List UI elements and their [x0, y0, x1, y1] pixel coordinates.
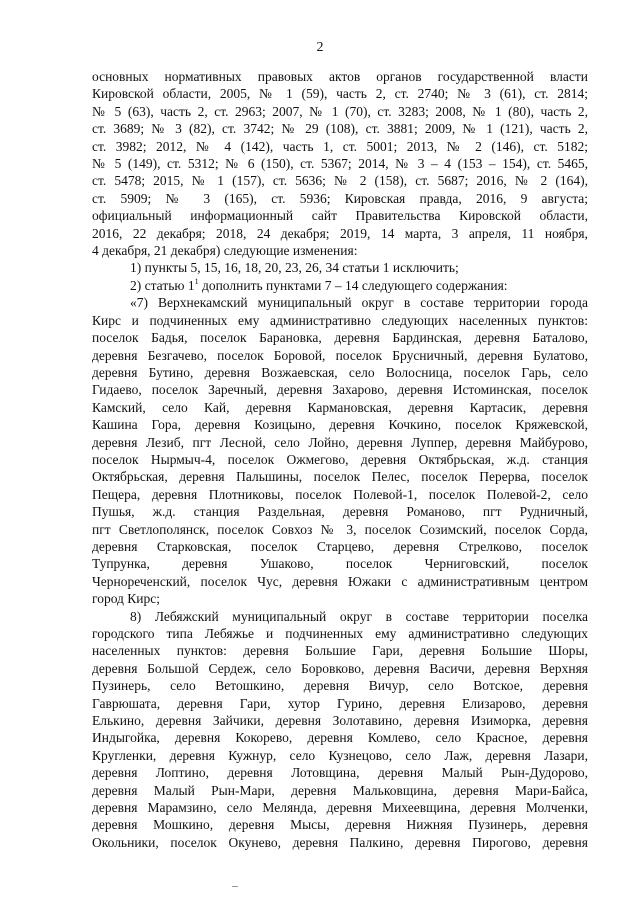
text-line: [92, 590, 588, 607]
text-line-content: деревня Лоптино, деревня Лотовщина, деревня Малый Рын-Дудорово,: [92, 765, 588, 781]
text-line: [92, 329, 588, 346]
text-line: [92, 399, 588, 416]
text-line: [92, 816, 588, 833]
text-line: [92, 120, 588, 137]
text-line-content: Кругленки, деревня Кужнур, село Кузнецово, село Лаж, деревня Лазари,: [92, 747, 588, 763]
text-line: [92, 451, 588, 468]
text-line-content: деревня Малый Рын-Мари, деревня Мальковщина, деревня Мари-Байса,: [92, 782, 588, 798]
text-line: [92, 242, 588, 259]
text-line-content: деревня Бутино, деревня Возжаевская, село Волосница, поселок Гарь, село: [92, 364, 588, 380]
text-line: [92, 294, 588, 311]
text-line: [92, 712, 588, 729]
text-line-content: городского типа Лебяжье и подчиненных ему административно следующих: [92, 626, 588, 641]
text-line: [92, 642, 588, 659]
text-line: [92, 799, 588, 816]
text-line-content: Октябрьская, деревня Пальшины, поселок Пелес, поселок Перерва, поселок: [92, 469, 588, 485]
text-line: [92, 312, 588, 329]
text-line-content: Кирс и подчиненных ему административно следующих населенных пунктов:: [92, 312, 588, 328]
text-line: [92, 764, 588, 781]
text-line-content: Камский, село Кай, деревня Кармановская, деревня Картасик, деревня: [92, 399, 588, 415]
text-line-content: поселок Нырмыч-4, поселок Ожмегово, деревня Октябрьская, ж.д. станция: [92, 451, 588, 467]
text-line: [92, 103, 588, 120]
text-line: [92, 729, 588, 746]
text-line: [92, 468, 588, 485]
text-line-content: 4 декабря, 21 декабря) следующие изменения:: [92, 243, 358, 259]
text-line-continuation: дополнить пунктами 7 – 14 следующего содержания:: [198, 277, 508, 293]
text-line-content: № 5 (63), часть 2, ст. 2963; 2007, № 1 (70), ст. 3283; 2008, № 1 (80), часть 2,: [92, 103, 588, 119]
text-line: [92, 68, 588, 85]
text-line-content: деревня Марамзино, село Мелянда, деревня Михеевщина, деревня Молченки,: [92, 800, 588, 816]
text-line: [92, 538, 588, 555]
text-line: [92, 782, 588, 799]
text-line: [92, 277, 588, 294]
text-line-content: населенных пунктов: деревня Большие Гари, деревня Большие Шоры,: [92, 643, 588, 659]
text-line-content: город Кирс;: [92, 591, 161, 607]
text-line-content: Пушья, ж.д. станция Раздельная, деревня Романово, пгт Рудничный,: [92, 504, 588, 520]
text-line-content: Гаврюшата, деревня Гари, хутор Гурино, деревня Елизарово, деревня: [92, 695, 588, 711]
text-line-content: Чернореченский, поселок Чус, деревня Южаки с административным центром: [92, 573, 588, 589]
text-line-content: ст. 5478; 2015, № 1 (157), ст. 5636; № 2 (158), ст. 5687; 2016, № 2 (164),: [92, 173, 588, 189]
text-line-content: Тупрунка, деревня Ушаково, поселок Черниговский, поселок: [92, 556, 588, 572]
text-line: [92, 677, 588, 694]
text-line-content: 2016, 22 декабря; 2018, 24 декабря; 2019, 14 марта, 3 апреля, 11 ноября,: [92, 225, 588, 241]
text-line: [92, 347, 588, 364]
text-line-content: Кашина Гора, деревня Козицыно, деревня Кочкино, поселок Кряжевской,: [92, 417, 588, 433]
text-line: [92, 190, 588, 207]
text-line-content: основных нормативных правовых актов органов государственной власти: [92, 69, 588, 84]
text-line-content: Пузинерь, село Ветошкино, деревня Вичур, село Вотское, деревня: [92, 678, 588, 694]
text-line: [92, 155, 588, 172]
text-line: [92, 486, 588, 503]
page-number: 2: [316, 40, 324, 55]
text-line-content: деревня Мошкино, деревня Мысы, деревня Нижняя Пузинерь, деревня: [92, 817, 588, 833]
text-line-content: пгт Светлополянск, поселок Совхоз № 3, поселок Созимский, поселок Сорда,: [92, 521, 588, 537]
text-line: [92, 573, 588, 590]
text-line-content: Елькино, деревня Зайчики, деревня Золотавино, деревня Изиморка, деревня: [92, 713, 588, 729]
scan-artifact-mark: [232, 886, 238, 887]
text-line-content: 2) статью 1: [130, 277, 195, 293]
text-line-content: Кировской области, 2005, № 1 (59), часть 2, ст. 2740; № 3 (61), ст. 2814;: [92, 86, 588, 102]
text-line: [92, 259, 588, 276]
text-line-content: 1) пункты 5, 15, 16, 18, 20, 23, 26, 34 статьи 1 исключить;: [130, 260, 459, 276]
text-line: [92, 85, 588, 102]
text-line: [92, 207, 588, 224]
text-line: [92, 364, 588, 381]
text-line-content: Индыгойка, деревня Кокорево, деревня Комлево, село Красное, деревня: [92, 730, 588, 746]
text-line-content: ст. 5909; № 3 (165), ст. 5936; Кировская правда, 2016, 9 августа;: [92, 190, 588, 206]
text-line-content: Гидаево, поселок Заречный, деревня Захарово, деревня Истоминская, поселок: [92, 382, 588, 398]
text-line: [92, 747, 588, 764]
text-line: [92, 625, 588, 642]
superscript: 1: [194, 276, 199, 286]
text-line-content: Окольники, поселок Окунево, деревня Палкино, деревня Пирогово, деревня: [92, 834, 588, 850]
text-line: [92, 416, 588, 433]
text-line-content: ст. 3982; 2012, № 4 (142), часть 1, ст. 5001; 2013, № 2 (146), ст. 5182;: [92, 138, 588, 154]
text-line-content: 8) Лебяжский муниципальный округ в составе территории поселка: [130, 608, 588, 624]
text-line-content: поселок Бадья, поселок Барановка, деревня Бардинская, деревня Баталово,: [92, 330, 588, 346]
text-line-content: деревня Большой Сердеж, село Боровково, деревня Васичи, деревня Верхняя: [92, 660, 588, 676]
text-line: [92, 172, 588, 189]
text-line: [92, 660, 588, 677]
text-line: [92, 521, 588, 538]
text-line-content: деревня Лезиб, пгт Лесной, село Лойно, деревня Луппер, деревня Майбурово,: [92, 434, 588, 450]
text-line: [92, 503, 588, 520]
text-line: [92, 608, 588, 625]
text-line: [92, 381, 588, 398]
text-line-content: ст. 3689; № 3 (82), ст. 3742; № 29 (108), ст. 3881; 2009, № 1 (121), часть 2,: [92, 121, 588, 137]
text-line: [92, 434, 588, 451]
text-line-content: № 5 (149), ст. 5312; № 6 (150), ст. 5367; 2014, № 3 – 4 (153 – 154), ст. 5465,: [92, 156, 588, 172]
text-line: [92, 225, 588, 242]
document-body: [92, 68, 588, 851]
text-line-content: деревня Безгачево, поселок Боровой, поселок Брусничный, деревня Булатово,: [92, 347, 588, 363]
text-line-content: деревня Старковская, поселок Старцево, деревня Стрелково, поселок: [92, 538, 588, 554]
text-line-content: «7) Верхнекамский муниципальный округ в составе территории города: [130, 295, 588, 311]
text-line-content: Пещера, деревня Плотниковы, поселок Полевой-1, поселок Полевой-2, село: [92, 486, 588, 502]
text-line: [92, 555, 588, 572]
text-line: [92, 138, 588, 155]
text-line: [92, 695, 588, 712]
text-line-content: официальный информационный сайт Правительства Кировской области,: [92, 208, 588, 224]
text-line: [92, 834, 588, 851]
